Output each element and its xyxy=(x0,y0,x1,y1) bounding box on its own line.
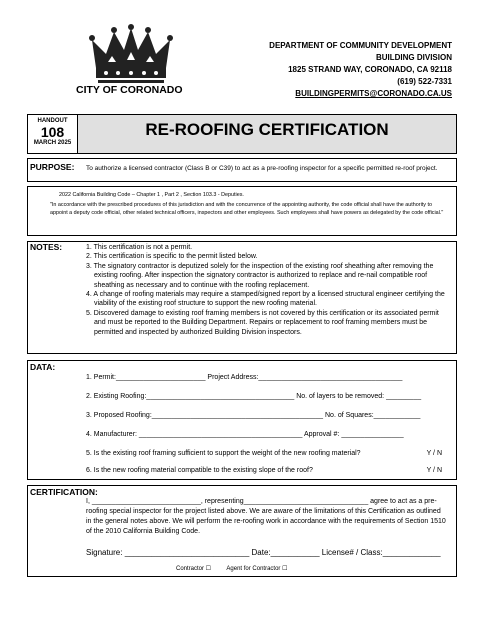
handout-number: 108 xyxy=(40,124,65,140)
dept-line: (619) 522-7331 xyxy=(397,77,452,86)
agent-checkbox[interactable]: Agent for Contractor ☐ xyxy=(226,566,288,572)
dept-line: BUILDING DIVISION xyxy=(375,53,452,62)
yes-no-choice[interactable]: Y / N xyxy=(426,450,442,457)
dept-line: DEPARTMENT OF COMMUNITY DEVELOPMENT xyxy=(269,41,452,50)
framing-question-row xyxy=(86,450,446,457)
city-crown-logo xyxy=(88,24,174,88)
question-text: 6. Is the new roofing material compatible to the existing slope of the roof? xyxy=(86,467,313,474)
role-checkboxes xyxy=(176,564,301,574)
handout-box xyxy=(28,115,78,153)
code-quote: "In accordance with the prescribed procedures of this jurisdiction and with the concurrence of the appointing authority, the code official shall have the authority to appoint a deputy code official, other related technical officers, inspectors and other employees. Such employees shall have powers as delegated by the code official." xyxy=(50,202,444,216)
form-field[interactable]: 3. Proposed Roofing:____________________________________________ No. of Squares:____________ xyxy=(86,412,421,419)
handout-label: HANDOUT xyxy=(37,118,68,124)
notes-section xyxy=(27,241,457,354)
certification-section xyxy=(27,485,457,577)
purpose-text: To authorize a licensed contractor (Class B or C39) to act as a pre-roofing inspector for a specific permitted re-roof project. xyxy=(86,165,438,172)
contractor-checkbox[interactable]: Contractor ☐ xyxy=(176,566,212,572)
slope-question-row xyxy=(86,467,446,474)
data-section xyxy=(27,360,457,480)
list-item: 1. This certification is not a permit. xyxy=(86,244,193,251)
certification-label: CERTIFICATION: xyxy=(30,487,98,497)
existing-roofing-row[interactable] xyxy=(86,393,446,400)
purpose-section xyxy=(27,158,457,182)
title-header xyxy=(27,114,457,154)
list-item: 4. A change of roofing materials may require a stamped/signed report by a licensed structural engineer certifying the viability of the existing roof structure to support the new roofing material. xyxy=(86,291,445,308)
notes-label: NOTES: xyxy=(30,242,63,252)
list-item: 5. Discovered damage to existing roof framing members is not covered by this certification or its associated permit and must be reported to the Building Department. Repairs or replacement to roof framing members must be permitted and inspected by authorized Building Division inspectors. xyxy=(86,309,439,336)
permit-row[interactable] xyxy=(86,374,446,381)
email-link[interactable]: BUILDINGPERMITS@CORONADO.CA.US xyxy=(295,89,452,98)
code-reference-section xyxy=(27,186,457,236)
form-field[interactable]: 1. Permit:_______________________ Project Address:_____________________________________ xyxy=(86,374,403,381)
list-item: 2. This certification is specific to the permit listed below. xyxy=(86,253,258,261)
yes-no-choice[interactable]: Y / N xyxy=(426,467,442,474)
department-address xyxy=(269,40,452,100)
dept-line: 1825 STRAND WAY, CORONADO, CA 92118 xyxy=(288,65,452,74)
form-field[interactable]: 2. Existing Roofing:______________________________________ No. of layers to be removed: _________ xyxy=(86,393,422,400)
form-field[interactable]: 4. Manufacturer: __________________________________________ Approval #: ________________ xyxy=(86,431,404,438)
certification-text: I, ____________________________, representing________________________________ agree to act as a pre-roofing special inspector for the project listed above. We are aware of the limitations of this Certification as outlined in the general notes above. We will perform the re-roofing work in accordance with the requirements of Section 1510 of the 2010 California Building Code. xyxy=(86,498,446,535)
purpose-label: PURPOSE: xyxy=(30,162,75,172)
question-text: 5. Is the existing roof framing sufficient to support the weight of the new roofing material? xyxy=(86,450,361,457)
page-title: RE-ROOFING CERTIFICATION xyxy=(78,115,456,153)
handout-date: MARCH 2025 xyxy=(33,140,72,146)
proposed-roofing-row[interactable] xyxy=(86,412,446,419)
manufacturer-row[interactable] xyxy=(86,431,446,438)
signature-line[interactable]: Signature: ____________________________ Date:___________ License# / Class:_____________ xyxy=(86,548,441,557)
list-item: 3. The signatory contractor is deputized solely for the inspection of the existing roof sheathing after removing the existing roofing. After inspection the signatory contractor is authorized to replace and re-nail compatible roof sheathing as necessary and to continue with the roofing replacement. xyxy=(86,262,434,289)
code-reference: 2022 California Building Code – Chapter 1 , Part 2 , Section 103.3 - Deputies. xyxy=(59,192,244,198)
data-label: DATA: xyxy=(30,362,56,372)
notes-list xyxy=(86,243,450,337)
city-name: CITY OF CORONADO xyxy=(76,84,183,96)
